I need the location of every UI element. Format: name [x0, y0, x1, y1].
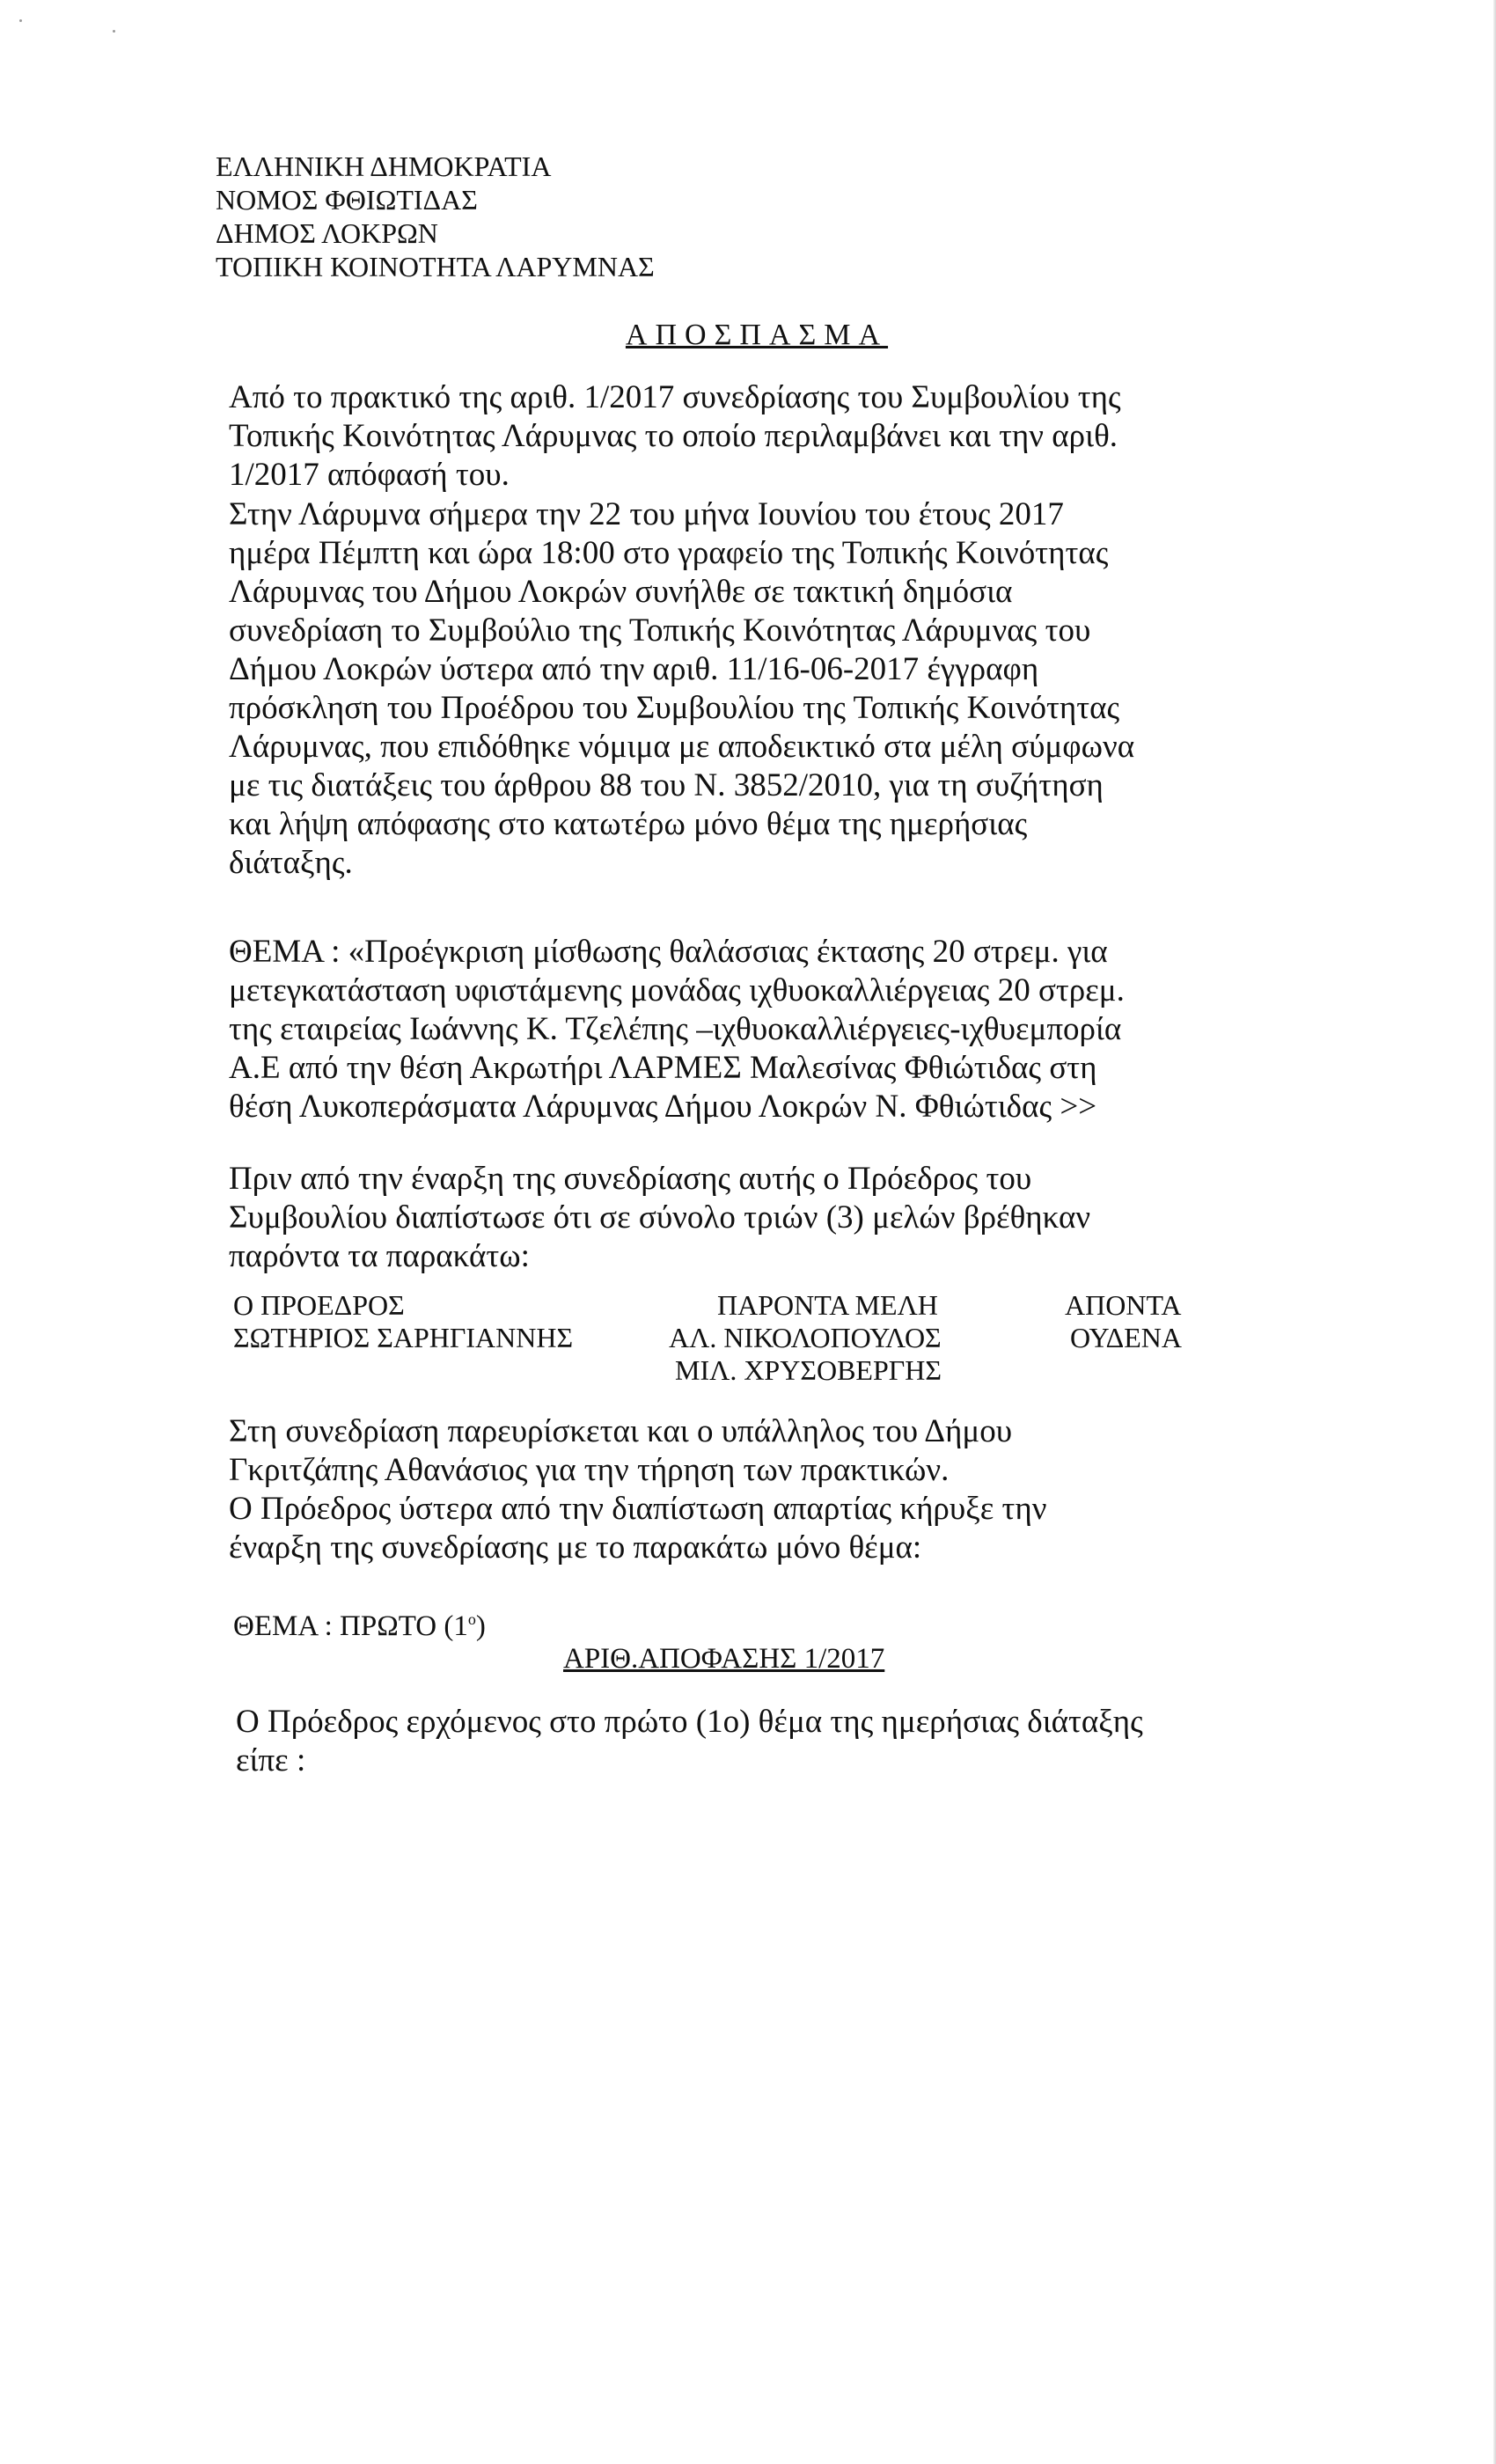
- text-line: Τοπικής Κοινότητας Λάρυμνας το οποίο περιλαμβάνει και την αριθ.: [229, 418, 1118, 454]
- letterhead-line: ΕΛΛΗΝΙΚΗ ΔΗΜΟΚΡΑΤΙΑ: [216, 150, 552, 182]
- agenda-item-label: ΘΕΜΑ : ΠΡΩΤΟ (1: [233, 1610, 468, 1642]
- text-line: Πριν από την έναρξη της συνεδρίασης αυτής ο Πρόεδρος του: [229, 1161, 1032, 1197]
- text-line: Στην Λάρυμνα σήμερα την 22 του μήνα Ιουνίου του έτους 2017: [229, 496, 1064, 532]
- text-line: συνεδρίαση το Συμβούλιο της Τοπικής Κοινότητας Λάρυμνας του: [229, 612, 1091, 649]
- absent-members-column: [1065, 1289, 1182, 1354]
- text-line: Λάρυμνας, που επιδόθηκε νόμιμα με αποδεικτικό στα μέλη σύμφωνα: [229, 729, 1135, 765]
- agenda-item-close: ): [475, 1610, 486, 1642]
- agenda-item-line: [233, 1610, 486, 1643]
- agenda-item-ordinal: ο: [467, 1610, 476, 1628]
- text-line: Στη συνεδρίαση παρευρίσκεται και ο υπάλληλος του Δήμου: [229, 1413, 1013, 1449]
- intro-paragraph: [229, 378, 1121, 495]
- text-line: ημέρα Πέμπτη και ώρα 18:00 στο γραφείο της Τοπικής Κοινότητας: [229, 535, 1109, 571]
- text-line: Γκριτζάπης Αθανάσιος για την τήρηση των πρακτικών.: [229, 1452, 950, 1488]
- scan-speck: [19, 19, 22, 22]
- president-name: ΣΩΤΗΡΙΟΣ ΣΑΡΗΓΙΑΝΝΗΣ: [233, 1322, 574, 1353]
- text-line: πρόσκληση του Προέδρου του Συμβουλίου της Τοπικής Κοινότητας: [229, 690, 1120, 726]
- letterhead-line: ΝΟΜΟΣ ΦΘΙΩΤΙΔΑΣ: [216, 184, 478, 216]
- text-line: ΘΕΜΑ : «Προέγκριση μίσθωσης θαλάσσιας έκτασης 20 στρεμ. για: [229, 934, 1108, 970]
- text-line: Δήμου Λοκρών ύστερα από την αριθ. 11/16-06-2017 έγγραφη: [229, 651, 1039, 687]
- letterhead-line: ΔΗΜΟΣ ΛΟΚΡΩΝ: [216, 217, 438, 249]
- absent-members-heading: ΑΠΟΝΤΑ: [1065, 1289, 1182, 1321]
- text-line: Α.Ε από την θέση Ακρωτήρι ΛΑΡΜΕΣ Μαλεσίνας Φθιώτιδας στη: [229, 1050, 1097, 1086]
- letterhead: [216, 150, 655, 283]
- text-line: Από το πρακτικό της αριθ. 1/2017 συνεδρίασης του Συμβουλίου της: [229, 379, 1121, 415]
- text-line: θέση Λυκοπεράσματα Λάρυμνας Δήμου Λοκρών Ν. Φθιώτιδας >>: [229, 1089, 1097, 1125]
- quorum-paragraph: [229, 1160, 1090, 1276]
- decision-number: ΑΡΙΘ.ΑΠΟΦΑΣΗΣ 1/2017: [563, 1643, 885, 1675]
- present-members-column: [669, 1289, 942, 1387]
- text-line: 1/2017 απόφασή του.: [229, 457, 510, 493]
- text-line: Ο Πρόεδρος ερχόμενος στο πρώτο (1ο) θέμα της ημερήσιας διάταξης: [236, 1704, 1143, 1740]
- text-line: έναρξη της συνεδρίασης με το παρακάτω μόνο θέμα:: [229, 1529, 922, 1566]
- text-line: Ο Πρόεδρος ύστερα από την διαπίστωση απαρτίας κήρυξε την: [229, 1491, 1047, 1527]
- present-members-heading: ΠΑΡΟΝΤΑ ΜΕΛΗ: [717, 1289, 938, 1321]
- subject-paragraph: [229, 933, 1125, 1126]
- text-line: με τις διατάξεις του άρθρου 88 του Ν. 3852/2010, για τη συζήτηση: [229, 767, 1104, 803]
- text-line: Συμβουλίου διαπίστωσε ότι σε σύνολο τριών (3) μελών βρέθηκαν: [229, 1199, 1091, 1236]
- meeting-paragraph: [229, 495, 1134, 883]
- text-line: μετεγκατάσταση υφιστάμενης μονάδας ιχθυοκαλλιέργειας 20 στρεμ.: [229, 972, 1125, 1008]
- text-line: διάταξης.: [229, 845, 353, 881]
- closing-paragraph: [236, 1703, 1143, 1780]
- text-line: παρόντα τα παρακάτω:: [229, 1238, 530, 1274]
- president-column: [233, 1289, 573, 1354]
- text-line: Λάρυμνας του Δήμου Λοκρών συνήλθε σε τακτική δημόσια: [229, 574, 1013, 610]
- document-title: ΑΠΟΣΠΑΣΜΑ: [625, 319, 889, 351]
- text-line: της εταιρείας Ιωάννης Κ. Τζελέπης –ιχθυοκαλλιέργειες-ιχθυεμπορία: [229, 1011, 1122, 1047]
- absent-members-value: ΟΥΔΕΝΑ: [1070, 1322, 1182, 1353]
- president-heading: Ο ΠΡΟΕΔΡΟΣ: [233, 1289, 405, 1321]
- text-line: και λήψη απόφασης στο κατωτέρω μόνο θέμα της ημερήσιας: [229, 806, 1028, 842]
- present-member: ΜΙΛ. ΧΡΥΣΟΒΕΡΓΗΣ: [675, 1354, 942, 1386]
- text-line: είπε :: [236, 1742, 306, 1778]
- scan-speck: [113, 30, 115, 33]
- clerk-paragraph: [229, 1412, 1046, 1567]
- letterhead-line: ΤΟΠΙΚΗ ΚΟΙΝΟΤΗΤΑ ΛΑΡΥΜΝΑΣ: [216, 251, 655, 282]
- present-member: ΑΛ. ΝΙΚΟΛΟΠΟΥΛΟΣ: [669, 1322, 942, 1353]
